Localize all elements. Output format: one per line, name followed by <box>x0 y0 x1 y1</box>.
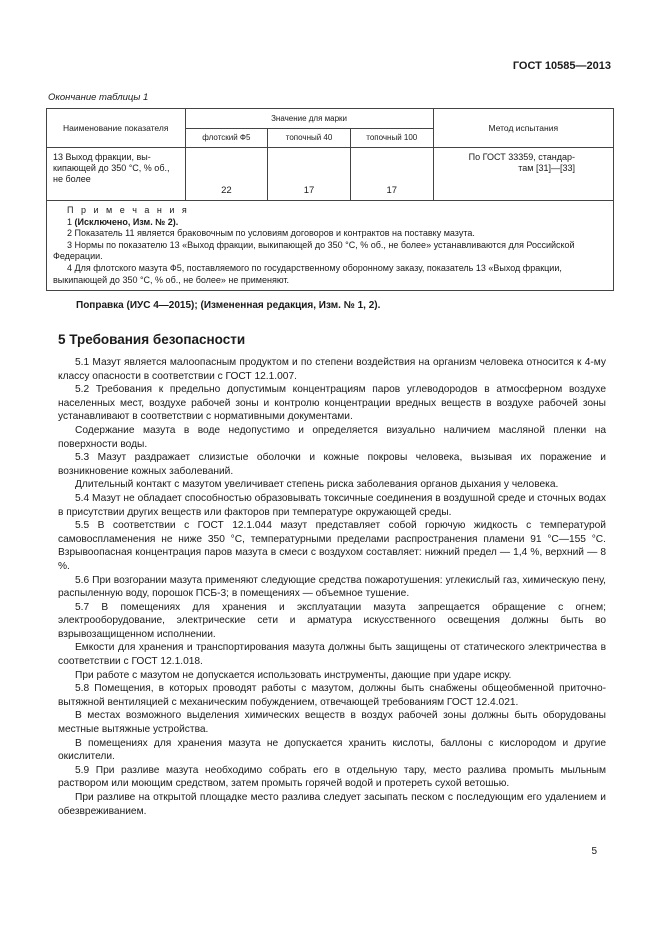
amendment-note: Поправка (ИУС 4—2015); (Измененная редакция, Изм. № 1, 2). <box>76 300 381 311</box>
paragraph-5-1: 5.1 Мазут является малоопасным продуктом и по степени воздействия на организм человека относится к 4-му классу опасности в соответствии с ГОСТ 12.1.007. <box>58 357 606 382</box>
row-name-line: кипающей до 350 °С, % об., <box>53 163 170 173</box>
paragraph-5-8: 5.8 Помещения, в которых проводят работы с мазутом, должны быть снабжены общеобменной приточно-вытяжной вентиляцией с механическим побуждением, отвечающей требованиям ГОСТ 12.4.021. <box>58 683 606 708</box>
col-header-method: Метод испытания <box>433 109 613 148</box>
paragraph-5-7: 5.7 В помещениях для хранения и эксплуатации мазута запрещается обращение с огнем; электрооборудование, электрические сети и арматура искусственного освещения должны быть во взрывозащищенном исполнении. <box>58 601 606 640</box>
note-3: 3 Нормы по показателю 13 «Выход фракции, выкипающей до 350 °С, % об., не более» устанавливаются для Российской Федерации. <box>53 239 575 262</box>
col-header-name: Наименование показателя <box>47 109 186 148</box>
col-header-group: Значение для марки <box>185 109 433 129</box>
paragraph-5-4: 5.4 Мазут не обладает способностью образовывать токсичные соединения в воздушной среде и сточных водах в присутствии других веществ или факторов при температуре окружающей среды. <box>58 492 606 518</box>
standard-code: ГОСТ 10585—2013 <box>512 60 611 72</box>
row-name-cell <box>47 148 186 201</box>
col-header-40: топочный 40 <box>268 128 351 148</box>
paragraph-5-9: 5.9 При разливе мазута необходимо собрать его в отдельную тару, место разлива промыть мыльным раствором или моющим средством, затем промыть горячей водой и протереть сухой ветошью. <box>58 764 606 790</box>
table-header-row <box>47 109 614 129</box>
note-1 <box>53 217 607 229</box>
spec-table <box>46 108 614 291</box>
row-method-cell <box>433 148 613 201</box>
col-header-f5: флотский Ф5 <box>185 128 268 148</box>
paragraph-5-2: 5.2 Требования к предельно допустимым концентрациям паров углеводородов в атмосферном воздухе населенных мест, воздухе рабочей зоны и контролю концентрации вредных веществ в воздухе рабочей зоны устанавливают в соответствии с нормативными документами. <box>58 384 606 423</box>
paragraph-5-6: 5.6 При возгорании мазута применяют следующие средства пожаротушения: углекислый газ, химическую пену, распыленную воду, порошок ПСБ-3; в помещениях — объемное тушение. <box>58 574 606 600</box>
paragraph: В помещениях для хранения мазута не допускается хранить кислоты, баллоны с кислородом и другие окислители. <box>58 737 606 763</box>
value-40: 17 <box>268 148 351 201</box>
value-f5: 22 <box>185 148 268 201</box>
method-line: По ГОСТ 33359, стандар- <box>468 152 575 162</box>
value-100: 17 <box>350 148 433 201</box>
paragraph: Длительный контакт с мазутом увеличивает степень риска заболевания органов дыхания у человека. <box>75 479 559 491</box>
row-name-line: 13 Выход фракции, вы- <box>53 152 151 162</box>
paragraph: В местах возможного выделения химических веществ в воздух рабочей зоны должны быть оборудованы местные вытяжные устройства. <box>58 710 606 736</box>
paragraph: Содержание мазута в воде недопустимо и определяется визуально наличием масляной пленки на поверхности воды. <box>58 424 606 450</box>
method-line: там [31]—[33] <box>518 163 575 173</box>
table-row <box>47 148 614 201</box>
section-body <box>58 356 606 818</box>
row-name-line: не более <box>53 174 91 184</box>
paragraph-5-3: 5.3 Мазут раздражает слизистые оболочки и кожные покровы человека, вызывая их поражение и возникновение кожных заболеваний. <box>58 452 606 477</box>
paragraph: При работе с мазутом не допускается использовать инструменты, дающие при ударе искру. <box>75 669 512 681</box>
note-2: 2 Показатель 11 является браковочным по условиям договоров и контрактов на поставку мазута. <box>67 228 475 239</box>
note-1-number: 1 <box>67 216 75 227</box>
notes-title: П р и м е ч а н и я <box>67 205 190 215</box>
notes-cell <box>47 201 614 291</box>
paragraph-5-5: 5.5 В соответствии с ГОСТ 12.1.044 мазут представляет собой горючую жидкость с температурой самовоспламенения не ниже 350 °С, температурными пределами распространения пламени 91 °С—155 °С. Взрывоопасная концентрация паров мазута в смеси с воздухом составляет: нижний предел — 1,4 %, верхний — 8 %. <box>58 520 606 572</box>
paragraph: При разливе на открытой площадке место разлива следует засыпать песком с последующим его удалением и обезвреживанием. <box>58 792 606 817</box>
note-1-text: (Исключено, Изм. № 2). <box>74 216 179 227</box>
col-header-100: топочный 100 <box>350 128 433 148</box>
section-title: 5 Требования безопасности <box>58 332 246 347</box>
paragraph: Емкости для хранения и транспортирования мазута должны быть защищены от статического электричества в соответствии с ГОСТ 12.1.018. <box>58 642 606 668</box>
page-number: 5 <box>591 846 597 857</box>
notes-row <box>47 201 614 291</box>
table-caption: Окончание таблицы 1 <box>48 92 149 103</box>
note-4: 4 Для флотского мазута Ф5, поставляемого по государственному оборонному заказу, показатель 13 «Выход фракции, выкипающей до 350 °С, % об., не более» не применяют. <box>53 262 562 285</box>
